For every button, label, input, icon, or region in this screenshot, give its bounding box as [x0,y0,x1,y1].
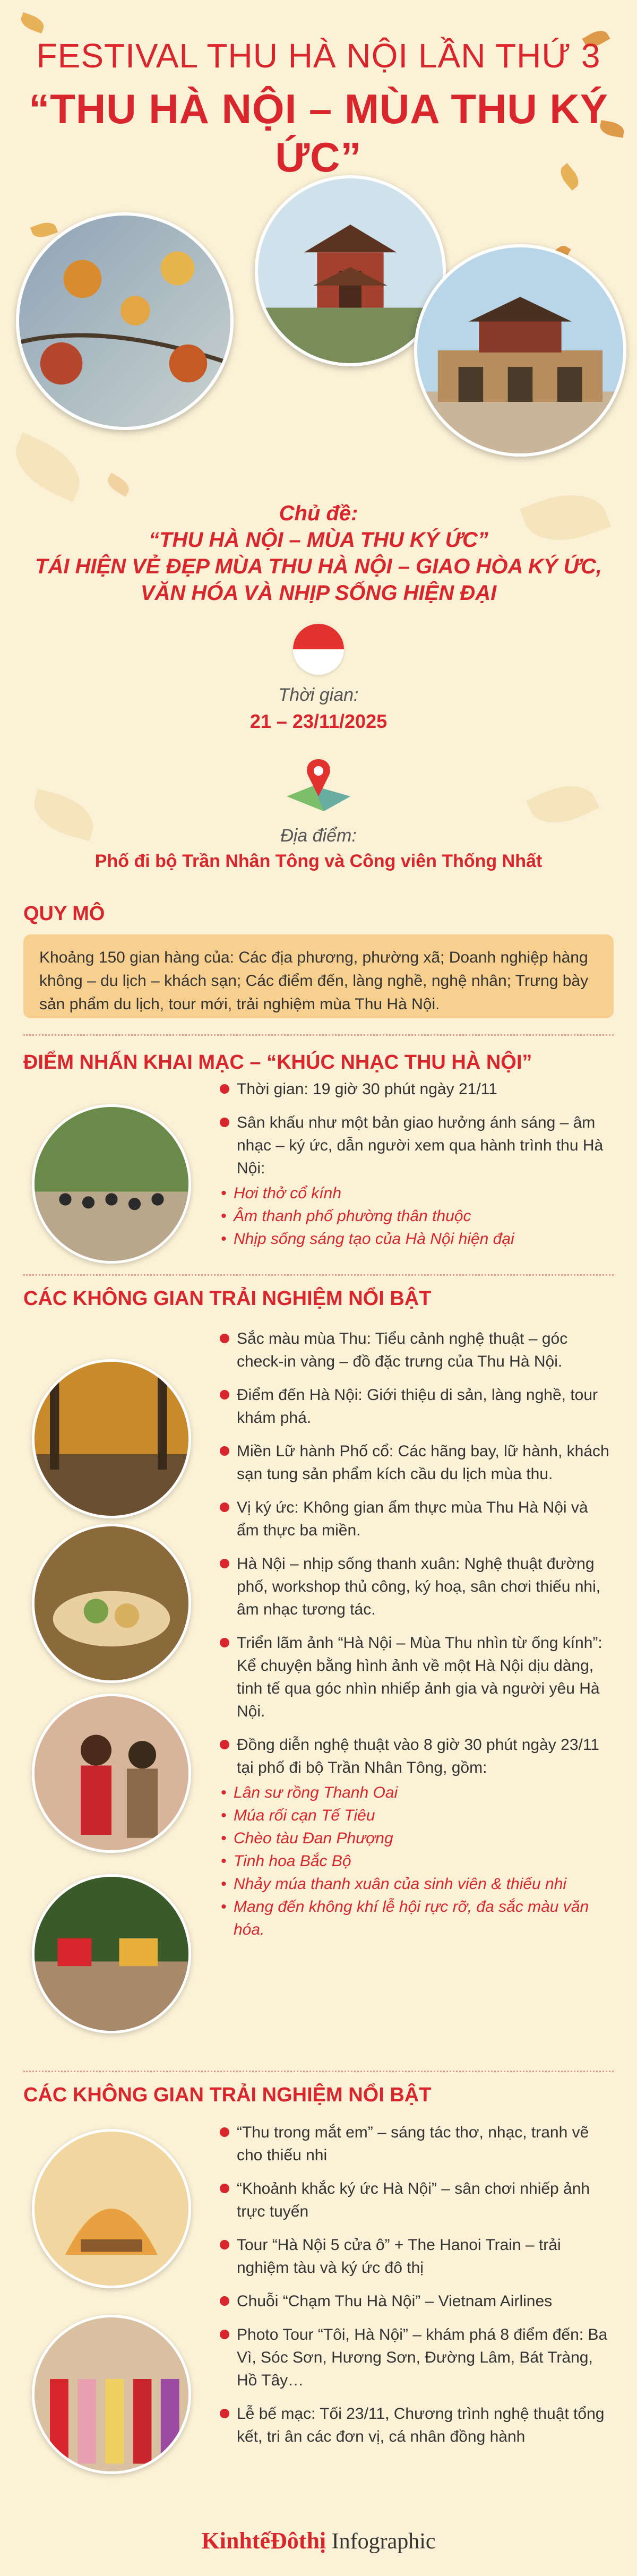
performance-sub-item: • Mang đến không khí lễ hội rực rỡ, đa sắc màu văn hóa. [218,1895,613,1941]
photo-autumn-street [32,1359,191,1518]
spaces-heading: CÁC KHÔNG GIAN TRẢI NGHIỆM NỔI BẬT [23,1287,432,1310]
performance-sub-item: • Nhảy múa thanh xuân của sinh viên & thiếu nhi [218,1873,613,1895]
opening-sub-item: • Hơi thở cổ kính [218,1182,610,1205]
list-item: Hà Nội – nhịp sống thanh xuân: Nghệ thuật đường phố, workshop thủ công, ký hoạ, sân chơi thiếu nhi, âm nhạc tương tác. [218,1552,613,1621]
photo-food [32,1524,191,1683]
performance-sub-item: • Tinh hoa Bắc Bộ [218,1850,613,1873]
list-item: Photo Tour “Tôi, Hà Nội” – khám phá 8 điểm đến: Ba Vì, Sóc Sơn, Hương Sơn, Đường Lâm, Bát Tràng, Hồ Tây… [218,2323,613,2392]
photo-ao-dai [32,2315,191,2474]
photo-exhibition [32,1694,191,1853]
location-label: Địa điểm: [280,826,357,846]
autumn-leaf-icon [30,219,58,241]
festival-subtitle: “THU HÀ NỘI – MÙA THU KÝ ỨC” [29,85,608,181]
opening-sub-item: • Âm thanh phố phường thân thuộc [218,1205,610,1227]
footer-brand [0,2527,637,2554]
infographic-label: Infographic [331,2529,436,2554]
divider [23,1274,614,1276]
divider [23,1034,614,1036]
list-item: Tour “Hà Nội 5 cửa ô” + The Hanoi Train – trải nghiệm tàu và ký ức đô thị [218,2234,613,2279]
opening-heading: ĐIỂM NHẤN KHAI MẠC – “KHÚC NHẠC THU HÀ NỘI” [23,1051,532,1074]
location-value: Phố đi bộ Trần Nhân Tông và Công viên Thống Nhất [94,851,543,871]
list-item: Đồng diễn nghệ thuật vào 8 giờ 30 phút ngày 23/11 tại phố đi bộ Trần Nhân Tông, gồm: [218,1733,613,1779]
calendar-icon [293,624,344,675]
performance-sub-item: • Lân sư rồng Thanh Oai [218,1781,613,1804]
list-item: Thời gian: 19 giờ 30 phút ngày 21/11 [218,1078,610,1101]
hero-photo-citadel [414,244,626,457]
festival-title: FESTIVAL THU HÀ NỘI LẦN THỨ 3 [36,37,601,75]
scale-box: Khoảng 150 gian hàng của: Các địa phương, phường xã; Doanh nghiệp hàng không – du lịch – khách sạn; Các điểm đến, làng nghề, nghệ nhân; Trưng bày sản phẩm du lịch, tour mới, trải nghiệm mùa Thu Hà Nội. [23,934,614,1018]
divider [23,2071,614,2072]
list-item: Sân khấu như một bản giao hưởng ánh sáng – âm nhạc – ký ức, dẫn người xem qua hành trình thu Hà Nội: [218,1111,610,1180]
opening-sub-item: • Nhịp sống sáng tạo của Hà Nội hiện đại [218,1227,610,1250]
theme-line-2: TÁI HIỆN VẺ ĐẸP MÙA THU HÀ NỘI – GIAO HÒA KÝ ỨC, [35,555,602,578]
photo-performance [32,1874,191,2033]
theme-label: Chủ đề: [279,502,358,525]
list-item: Vị ký ức: Không gian ẩm thực mùa Thu Hà Nội và ẩm thực ba miền. [218,1496,613,1542]
list-item: “Khoảnh khắc ký ức Hà Nội” – sân chơi nhiếp ảnh trực tuyến [218,2177,613,2223]
theme-line-3: VĂN HÓA VÀ NHỊP SỐNG HIỆN ĐẠI [140,581,497,605]
list-item: “Thu trong mắt em” – sáng tác thơ, nhạc, tranh vẽ cho thiếu nhi [218,2121,613,2167]
list-item: Chuỗi “Chạm Thu Hà Nội” – Vietnam Airlines [218,2290,613,2313]
spaces-list-2 [218,2121,613,2459]
brand-logo: KinhtếĐôthị [201,2528,326,2554]
time-label: Thời gian: [278,685,359,705]
opening-photo [32,1104,191,1264]
time-value: 21 – 23/11/2025 [249,710,388,732]
performance-sub-item: • Múa rối cạn Tế Tiêu [218,1804,613,1827]
scale-heading: QUY MÔ [23,903,105,925]
autumn-leaf-icon [5,432,91,502]
photo-children-art [32,2129,191,2288]
list-item: Điểm đến Hà Nội: Giới thiệu di sản, làng nghề, tour khám phá. [218,1384,613,1429]
autumn-leaf-icon [105,473,133,497]
map-pin-icon [281,754,356,818]
list-item: Lễ bế mạc: Tối 23/11, Chương trình nghệ thuật tổng kết, tri ân các đơn vị, cá nhân đồng hành [218,2402,613,2448]
hero-photo-autumn-leaves [16,212,234,430]
list-item: Miền Lữ hành Phố cổ: Các hãng bay, lữ hành, khách sạn tung sản phẩm kích cầu du lịch mùa thu. [218,1440,613,1486]
performance-sub-item: • Chèo tàu Đan Phượng [218,1827,613,1850]
list-item: Triển lãm ảnh “Hà Nội – Mùa Thu nhìn từ ống kính”: Kể chuyện bằng hình ảnh về một Hà Nội dịu dàng, tinh tế qua góc nhìn nhiếp ảnh gia và người yêu Hà Nội. [218,1632,613,1723]
opening-list [218,1078,610,1250]
spaces-heading-2: CÁC KHÔNG GIAN TRẢI NGHIỆM NỔI BẬT [23,2084,432,2106]
theme-line-1: “THU HÀ NỘI – MÙA THU KÝ ỨC” [149,528,488,552]
autumn-leaf-icon [19,12,46,33]
spaces-list [218,1327,613,1941]
list-item: Sắc màu mùa Thu: Tiểu cảnh nghệ thuật – góc check-in vàng – đồ đặc trưng của Thu Hà Nội. [218,1327,613,1373]
